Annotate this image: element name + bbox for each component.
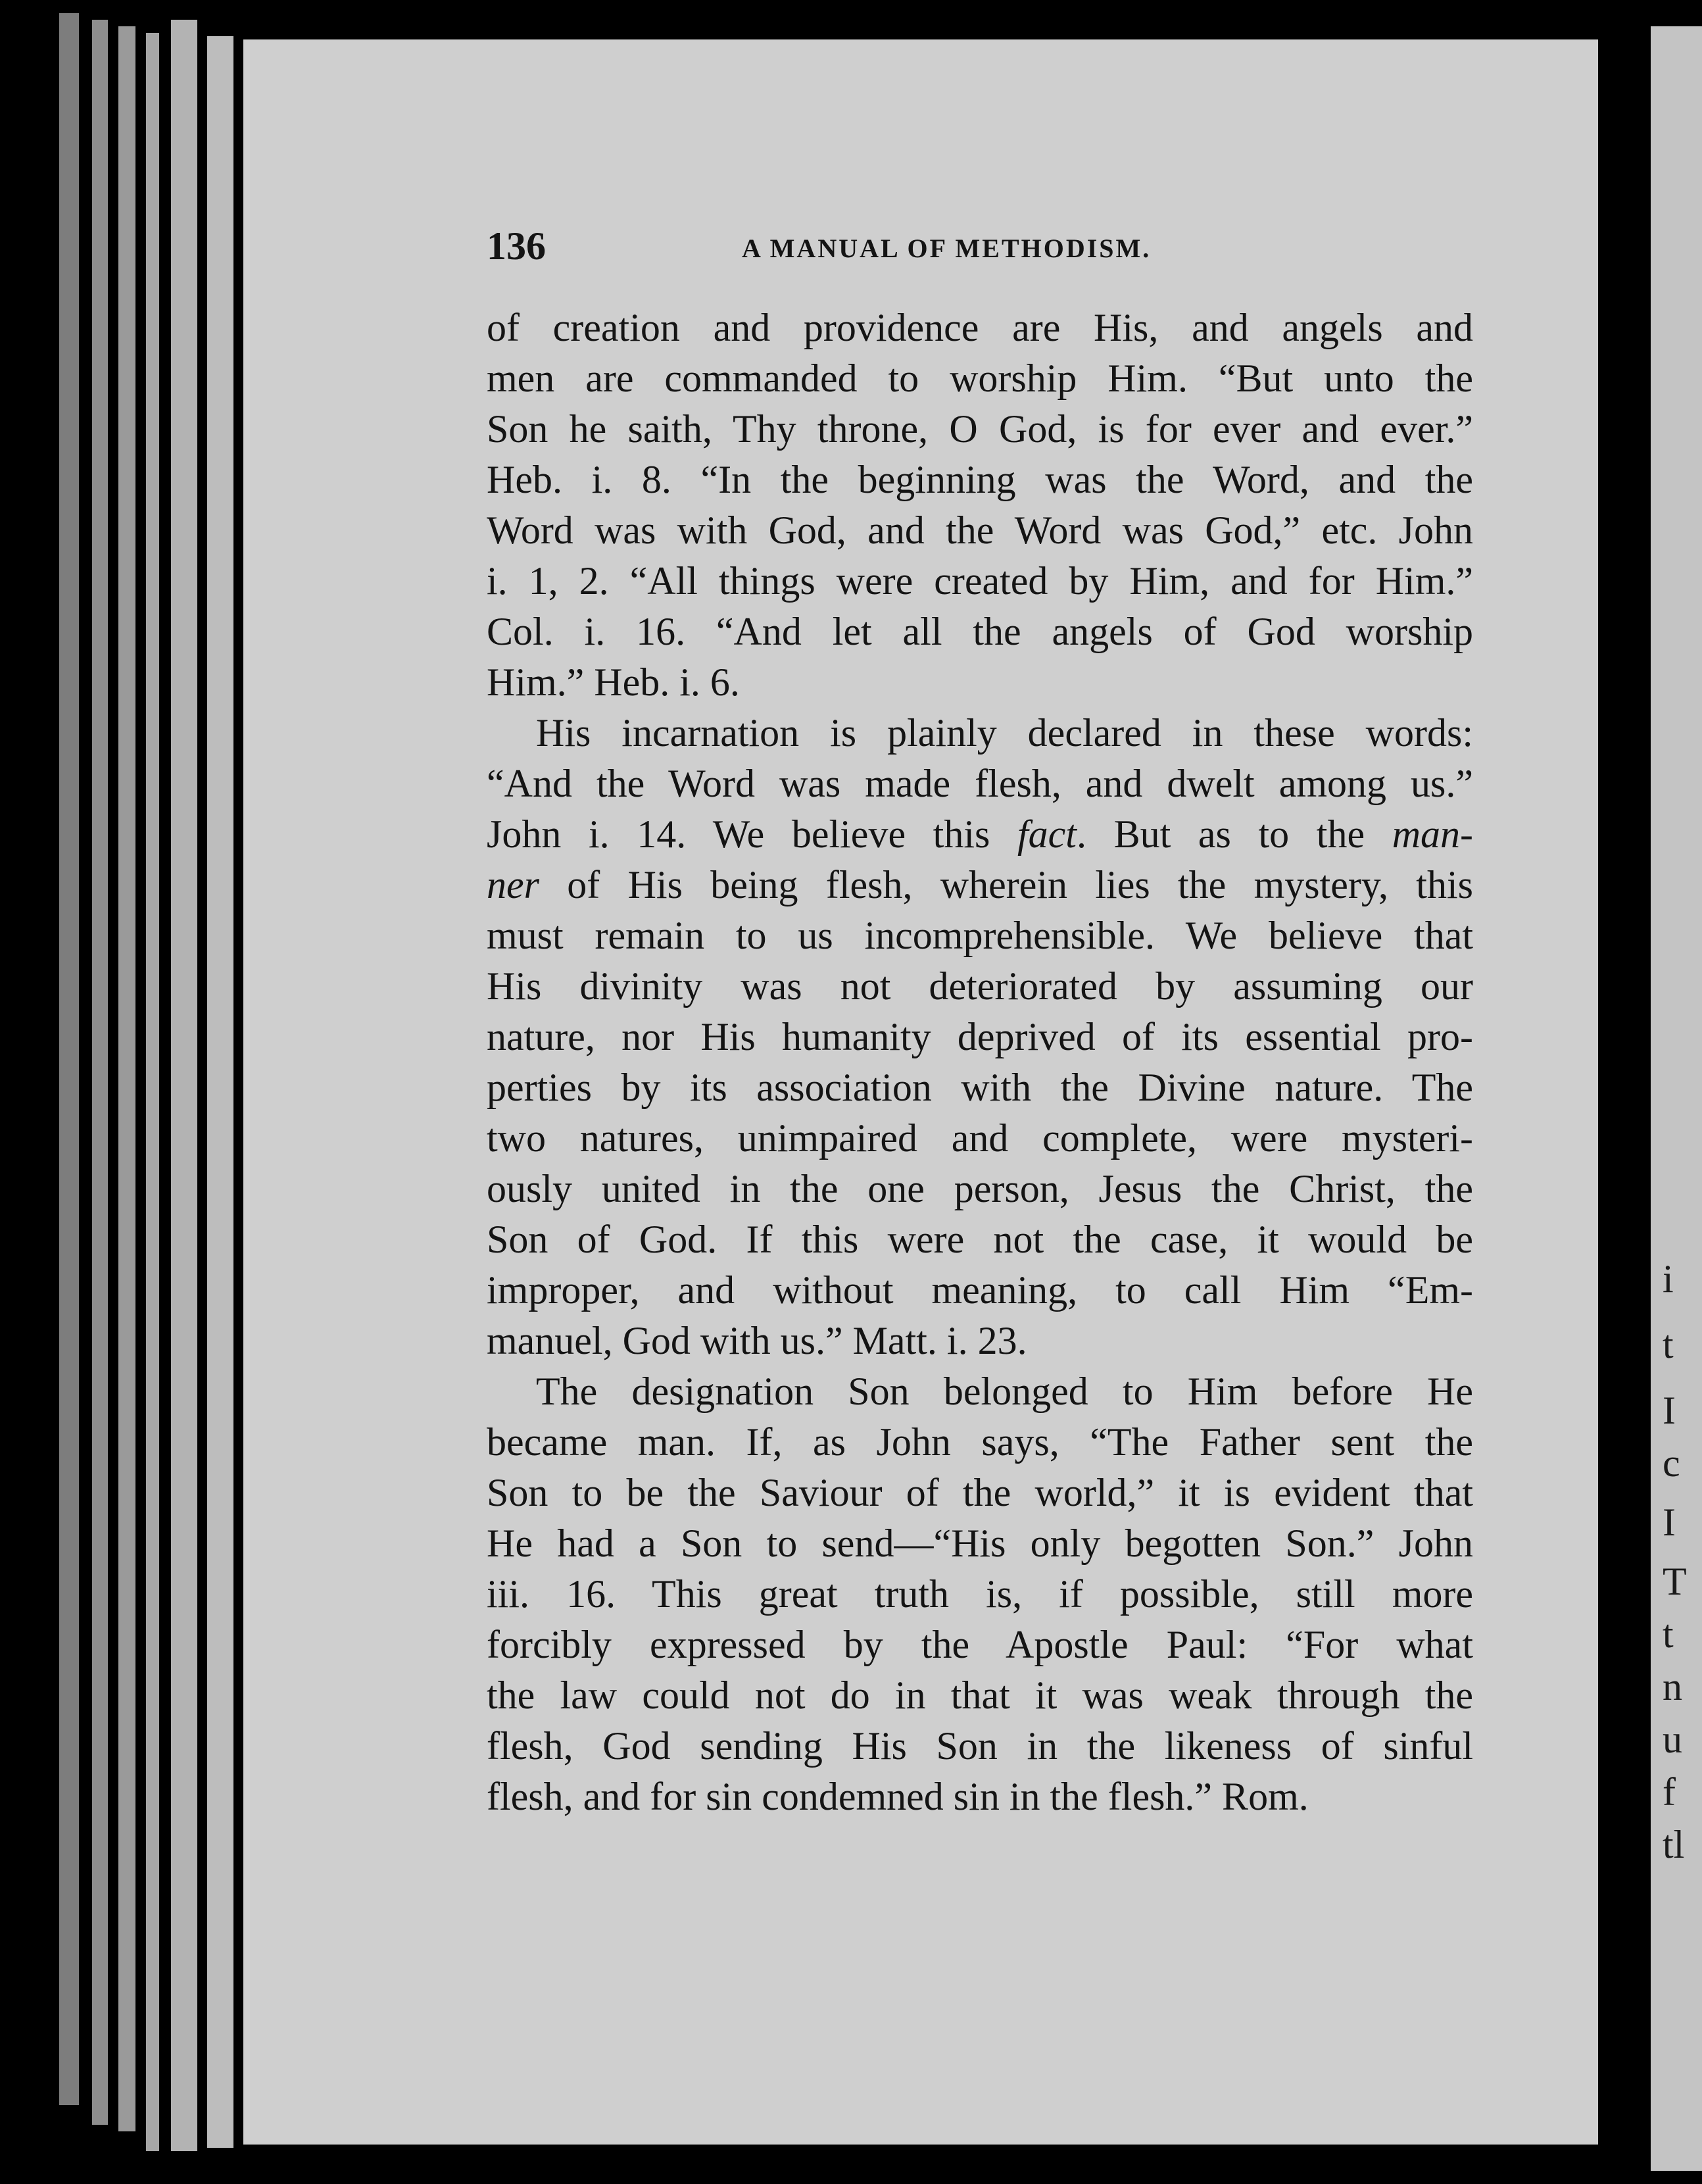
text-line: flesh, and for sin condemned sin in the flesh.” Rom. — [487, 1775, 1309, 1818]
text-line: His incarnation is plainly declared in these words: — [536, 711, 1473, 755]
page-edge — [118, 26, 135, 2131]
text-line: of creation and providence are His, and angels and — [487, 306, 1473, 349]
text-line: Son to be the Saviour of the world,” it is evident that — [487, 1471, 1473, 1514]
paragraph — [487, 708, 1473, 1366]
page-edge — [146, 33, 159, 2151]
text-line: ously united in the one person, Jesus the Christ, the — [487, 1167, 1473, 1210]
page-edge — [207, 36, 233, 2148]
adjacent-page-fragment: i — [1663, 1257, 1674, 1301]
text-line: Son of God. If this were not the case, it would be — [487, 1218, 1473, 1261]
adjacent-page-fragment: u — [1663, 1718, 1682, 1761]
adjacent-page-fragment: c — [1663, 1441, 1680, 1485]
running-title: A MANUAL OF METHODISM. — [742, 234, 1152, 263]
text-line: Him.” Heb. i. 6. — [487, 660, 740, 704]
adjacent-page-fragment: t — [1663, 1612, 1674, 1656]
page-edge — [92, 20, 108, 2125]
adjacent-page-fragment: I — [1663, 1389, 1676, 1432]
adjacent-page-fragment: n — [1663, 1665, 1682, 1708]
text-line: John i. 14. We believe this fact. But as to the man- — [487, 812, 1473, 856]
text-line: perties by its association with the Divine nature. The — [487, 1066, 1473, 1109]
page-edge — [59, 13, 79, 2105]
book-gutter — [1605, 0, 1651, 2184]
text-line: two natures, unimpaired and complete, were mysteri- — [487, 1116, 1473, 1160]
text-line: “And the Word was made flesh, and dwelt among us.” — [487, 762, 1473, 805]
text-line: i. 1, 2. “All things were created by Him, and for Him.” — [487, 559, 1473, 603]
text-line: ner of His being flesh, wherein lies the mystery, this — [487, 863, 1473, 906]
text-line: iii. 16. This great truth is, if possible, still more — [487, 1572, 1473, 1616]
body-text — [487, 303, 1473, 1822]
adjacent-page-fragment: I — [1663, 1501, 1676, 1544]
text-line: became man. If, as John says, “The Father sent the — [487, 1420, 1473, 1464]
text-line: must remain to us incomprehensible. We believe that — [487, 914, 1473, 957]
text-line: manuel, God with us.” Matt. i. 23. — [487, 1319, 1027, 1362]
adjacent-page-fragment: tl — [1663, 1823, 1685, 1866]
text-line: He had a Son to send—“His only begotten Son.” John — [487, 1522, 1473, 1565]
text-line: forcibly expressed by the Apostle Paul: “For what — [487, 1623, 1473, 1666]
text-line: men are commanded to worship Him. “But unto the — [487, 357, 1473, 400]
adjacent-page-fragment: f — [1663, 1770, 1676, 1814]
adjacent-page-fragment: t — [1663, 1323, 1674, 1366]
text-line: the law could not do in that it was weak through the — [487, 1674, 1473, 1717]
page-header — [487, 224, 1473, 276]
page-edge — [171, 20, 197, 2151]
text-line: His divinity was not deteriorated by assuming our — [487, 964, 1473, 1008]
text-line: nature, nor His humanity deprived of its essential pro- — [487, 1015, 1473, 1058]
text-line: Col. i. 16. “And let all the angels of God worship — [487, 610, 1473, 653]
text-line: Heb. i. 8. “In the beginning was the Word, and the — [487, 458, 1473, 501]
text-line: The designation Son belonged to Him before He — [536, 1370, 1473, 1413]
paragraph — [487, 303, 1473, 708]
text-line: Son he saith, Thy throne, O God, is for ever and ever.” — [487, 407, 1473, 451]
text-line: flesh, God sending His Son in the likeness of sinful — [487, 1724, 1473, 1768]
adjacent-page — [1651, 26, 1702, 2171]
text-line: improper, and without meaning, to call Him “Em- — [487, 1268, 1473, 1312]
paragraph — [487, 1366, 1473, 1822]
page-number: 136 — [487, 224, 546, 268]
adjacent-page-fragment: T — [1663, 1560, 1687, 1603]
text-line: Word was with God, and the Word was God,” etc. John — [487, 509, 1473, 552]
